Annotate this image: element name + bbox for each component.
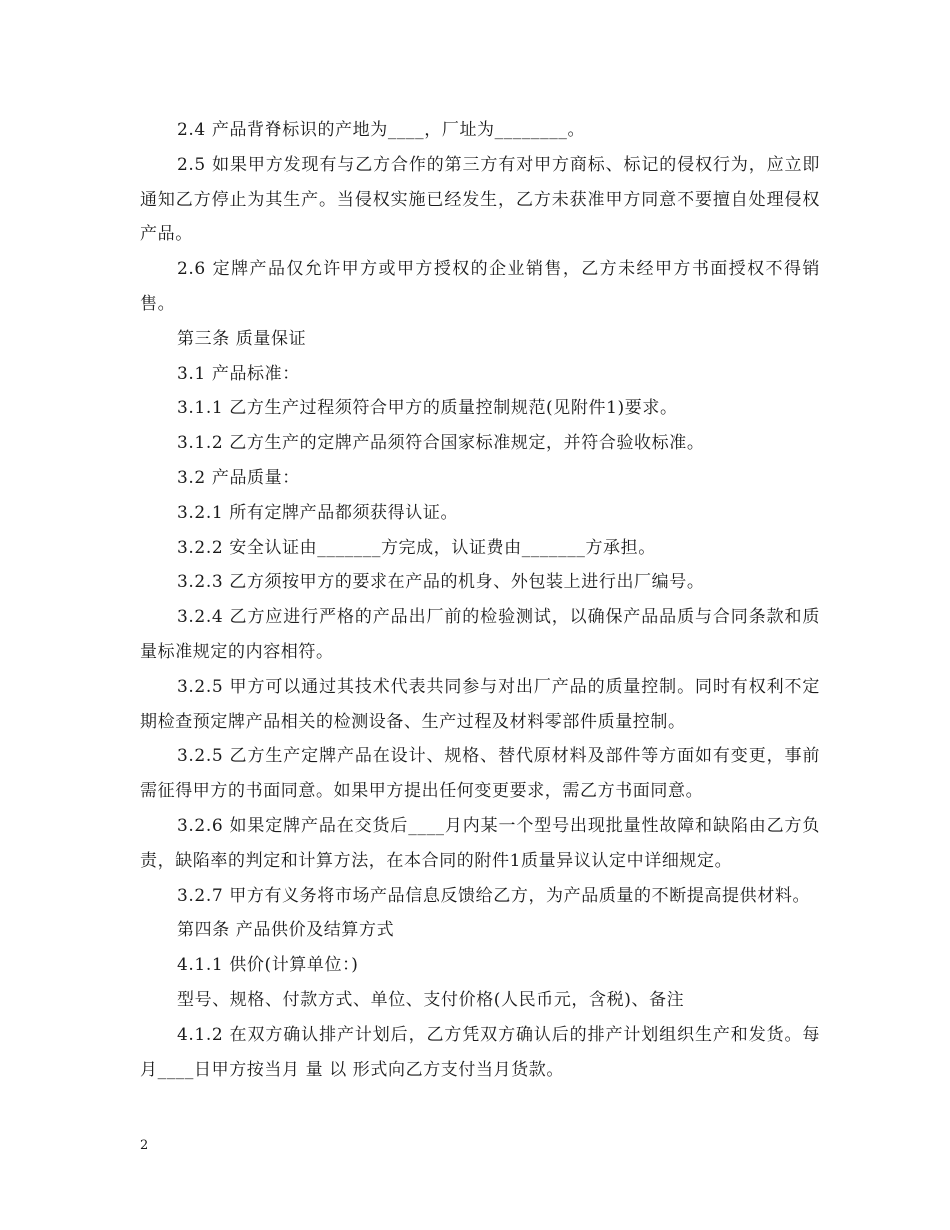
paragraph-3-2-1: 3.2.1 所有定牌产品都须获得认证。: [177, 502, 459, 523]
paragraph-3-2-3: 3.2.3 乙方须按甲方的要求在产品的机身、外包装上进行出厂编号。: [177, 572, 705, 593]
paragraph-2-6: 2.6 定牌产品仅允许甲方或甲方授权的企业销售，乙方未经甲方书面授权不得销售。: [140, 259, 820, 314]
section-heading-article-3: 第三条 质量保证: [177, 328, 307, 349]
section-heading-article-4: 第四条 产品供价及结算方式: [177, 920, 395, 941]
paragraph-3-1: 3.1 产品标准：: [177, 363, 300, 384]
paragraph-3-2-5-a: 3.2.5 甲方可以通过其技术代表共同参与对出厂产品的质量控制。同时有权利不定期检查预定牌产品相关的检测设备、生产过程及材料零部件质量控制。: [140, 676, 820, 732]
paragraph-3-2-4: 3.2.4 乙方应进行严格的产品出厂前的检验测试，以确保产品品质与合同条款和质量标准规定的内容相符。: [140, 607, 820, 662]
price-table-columns: 型号、规格、付款方式、单位、支付价格(人民币元，含税)、备注: [177, 989, 685, 1010]
paragraph-2-4: 2.4 产品背脊标识的产地为____，厂址为________。: [177, 120, 586, 140]
document-body: [140, 113, 820, 1087]
page-number: 2: [140, 1138, 149, 1153]
paragraph-3-2-2: 3.2.2 安全认证由_______方完成，认证费由_______方承担。: [177, 537, 656, 558]
paragraph-4-1-1: 4.1.1 供价(计算单位：): [177, 955, 359, 976]
paragraph-3-2: 3.2 产品质量：: [177, 467, 300, 488]
paragraph-4-1-2: 4.1.2 在双方确认排产计划后，乙方凭双方确认后的排产计划组织生产和发货。每月____日甲方按当月 量 以 形式向乙方支付当月货款。: [140, 1024, 820, 1080]
paragraph-3-1-2: 3.1.2 乙方生产的定牌产品须符合国家标准规定，并符合验收标准。: [177, 433, 705, 454]
paragraph-3-2-5-b: 3.2.5 乙方生产定牌产品在设计、规格、替代原材料及部件等方面如有变更，事前需征得甲方的书面同意。如果甲方提出任何变更要求，需乙方书面同意。: [140, 746, 820, 802]
paragraph-3-2-7: 3.2.7 甲方有义务将市场产品信息反馈给乙方，为产品质量的不断提高提供材料。: [177, 885, 811, 906]
paragraph-3-1-1: 3.1.1 乙方生产过程须符合甲方的质量控制规范(见附件1)要求。: [177, 398, 678, 419]
paragraph-3-2-6: 3.2.6 如果定牌产品在交货后____月内某一个型号出现批量性故障和缺陷由乙方负责，缺陷率的判定和计算方法，在本合同的附件1质量异议认定中详细规定。: [140, 815, 820, 871]
paragraph-2-5: 2.5 如果甲方发现有与乙方合作的第三方有对甲方商标、标记的侵权行为，应立即通知乙方停止为其生产。当侵权实施已经发生，乙方未获准甲方同意不要擅自处理侵权产品。: [140, 154, 820, 245]
